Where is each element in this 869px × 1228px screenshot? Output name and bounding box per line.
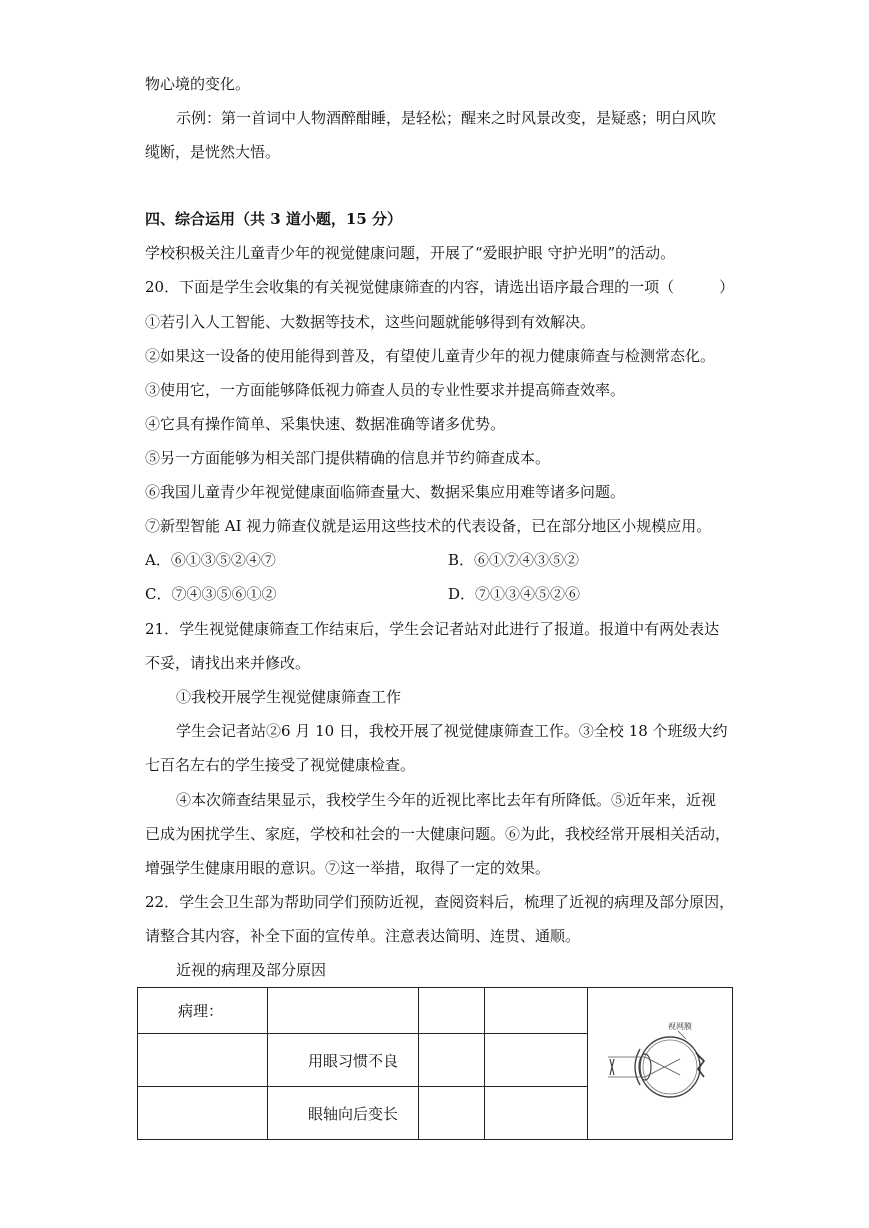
- q20-option-c: C．⑦④③⑤⑥①②: [145, 585, 277, 603]
- retina-label: 视网膜: [668, 1021, 692, 1031]
- q21-stem-continued: 不妥，请找出来并修改。: [145, 654, 311, 672]
- q21-paragraph-1-continued: 七百名左右的学生接受了视觉健康检查。: [145, 756, 416, 774]
- cause-habit: 用眼习惯不良: [307, 1051, 398, 1070]
- section-lead: 学校积极关注儿童青少年的视觉健康问题，开展了“爱眼护眼 守护光明”的活动。: [145, 244, 676, 262]
- section-heading: 四、综合运用（共 3 道小题，15 分）: [145, 210, 402, 228]
- example-line-continued: 缆断，是恍然大悟。: [145, 143, 281, 161]
- q20-item: ④它具有操作简单、采集快速、数据准确等诸多优势。: [145, 415, 506, 433]
- table-cell-blank: [138, 1087, 268, 1140]
- q20-item: ⑤另一方面能够为相关部门提供精确的信息并节约筛查成本。: [145, 449, 551, 467]
- q21-report-title: ①我校开展学生视觉健康筛查工作: [176, 688, 402, 706]
- table-cell-blank: [419, 988, 485, 1034]
- q21-paragraph-1: 学生会记者站②6 月 10 日，我校开展了视觉健康筛查工作。③全校 18 个班级大约: [176, 722, 728, 740]
- pathology-label: 病理：: [178, 1002, 224, 1020]
- myopia-table: [137, 987, 733, 1140]
- table-cell-blank: [419, 1034, 485, 1087]
- example-line: 示例：第一首词中人物酒醉酣睡，是轻松；醒来之时风景改变，是疑惑；明白风吹: [176, 109, 717, 127]
- q20-item: ⑦新型智能 AI 视力筛查仪就是运用这些技术的代表设备，已在部分地区小规模应用。: [145, 517, 712, 535]
- q21-stem: 21．学生视觉健康筛查工作结束后，学生会记者站对此进行了报道。报道中有两处表达: [145, 620, 720, 638]
- q20-option-a: A．⑥①③⑤②④⑦: [145, 551, 276, 569]
- intro-line: 物心境的变化。: [145, 75, 251, 93]
- table-cell-blank: [485, 1034, 588, 1087]
- table-cell-pathology-label: [138, 988, 268, 1034]
- q22-stem: 22．学生会卫生部为帮助同学们预防近视，查阅资料后，梳理了近视的病理及部分原因，: [145, 893, 735, 911]
- table-cell-cause: [268, 1087, 419, 1140]
- q21-paragraph-2-end: 增强学生健康用眼的意识。⑦这一举措，取得了一定的效果。: [145, 859, 551, 877]
- table-cell-blank: [485, 1087, 588, 1140]
- table-cell-blank: [268, 988, 419, 1034]
- table-cell-blank: [485, 988, 588, 1034]
- table-title: 近视的病理及部分原因: [176, 961, 327, 979]
- q20-option-b: B．⑥①⑦④③⑤②: [448, 551, 580, 569]
- table-cell-blank: [138, 1034, 268, 1087]
- q20-option-d: D．⑦①③④⑤②⑥: [448, 585, 581, 603]
- q20-item: ②如果这一设备的使用能得到普及，有望使儿童青少年的视力健康筛查与检测常态化。: [145, 347, 716, 365]
- eye-diagram-icon: [600, 1009, 720, 1119]
- table-cell-blank: [419, 1087, 485, 1140]
- q21-paragraph-2-continued: 已成为困扰学生、家庭，学校和社会的一大健康问题。⑥为此，我校经常开展相关活动，: [145, 825, 731, 843]
- q20-item: ③使用它，一方面能够降低视力筛查人员的专业性要求并提高筛查效率。: [145, 381, 626, 399]
- q20-item: ⑥我国儿童青少年视觉健康面临筛查量大、数据采集应用难等诸多问题。: [145, 483, 626, 501]
- q22-stem-continued: 请整合其内容，补全下面的宣传单。注意表达简明、连贯、通顺。: [145, 927, 581, 945]
- q20-stem: 20．下面是学生会收集的有关视觉健康筛查的内容，请选出语序最合理的一项（ ）: [145, 278, 735, 296]
- table-cell-eye-image: [588, 988, 733, 1140]
- cause-axial-length: 眼轴向后变长: [307, 1104, 398, 1123]
- table-cell-cause: [268, 1034, 419, 1087]
- q21-paragraph-2: ④本次筛查结果显示，我校学生今年的近视比率比去年有所降低。⑤近年来，近视: [176, 791, 717, 809]
- q20-item: ①若引入人工智能、大数据等技术，这些问题就能够得到有效解决。: [145, 313, 596, 331]
